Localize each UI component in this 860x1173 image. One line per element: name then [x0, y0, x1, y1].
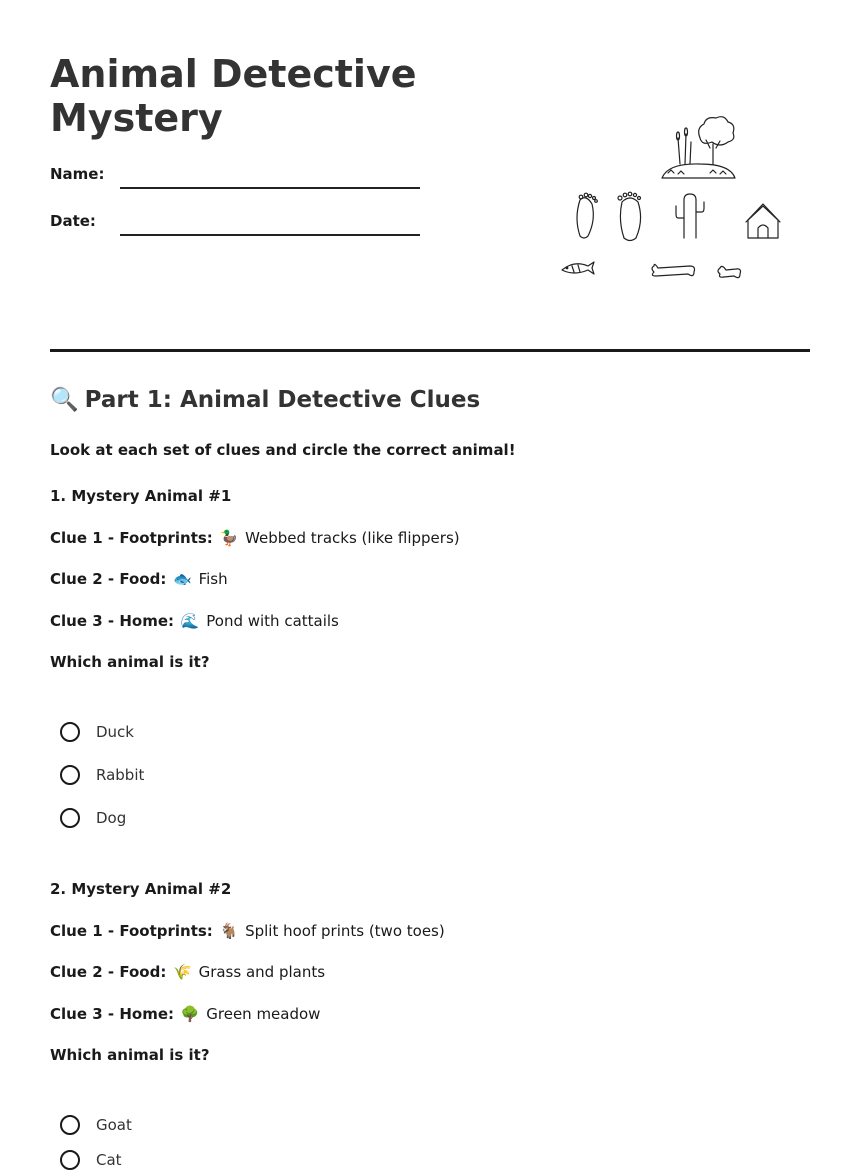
cactus-icon	[676, 194, 704, 238]
option-goat[interactable]: Goat	[60, 1112, 132, 1138]
magnifier-icon: 🔍	[50, 387, 79, 413]
section-title-text: Part 1: Animal Detective Clues	[84, 387, 481, 413]
section-title	[50, 386, 480, 413]
clue-footprints: Clue 1 - Footprints: 🐐 Split hoof prints (two toes)	[50, 922, 445, 940]
instructions: Look at each set of clues and circle the correct animal!	[50, 441, 516, 459]
question-prompt: Which animal is it?	[50, 653, 210, 671]
bone-icon	[718, 266, 741, 277]
radio-button[interactable]	[60, 1150, 80, 1170]
radio-button[interactable]	[60, 808, 80, 828]
option-rabbit[interactable]: Rabbit	[60, 762, 144, 788]
fish-icon: 🐟	[173, 570, 192, 588]
radio-button[interactable]	[60, 765, 80, 785]
clue-food: Clue 2 - Food: 🐟 Fish	[50, 570, 228, 588]
fish-icon	[562, 262, 594, 274]
goat-icon: 🐐	[219, 922, 239, 940]
duck-icon: 🦆	[219, 529, 239, 547]
grain-icon: 🌾	[173, 963, 192, 981]
option-duck[interactable]: Duck	[60, 719, 134, 745]
tree-icon: 🌳	[180, 1005, 200, 1023]
radio-button[interactable]	[60, 722, 80, 742]
worksheet-title: Animal Detective Mystery	[50, 52, 417, 140]
bone-icon	[652, 264, 695, 276]
footprint-icon	[577, 193, 597, 238]
question-prompt: Which animal is it?	[50, 1046, 210, 1064]
option-cat[interactable]: Cat	[60, 1147, 122, 1173]
meadow-tree-icon	[662, 117, 735, 178]
radio-button[interactable]	[60, 1115, 80, 1135]
clue-food: Clue 2 - Food: 🌾 Grass and plants	[50, 963, 326, 981]
footprint-icon	[618, 192, 641, 240]
clue-home: Clue 3 - Home: 🌳 Green meadow	[50, 1005, 321, 1023]
question-heading: 1. Mystery Animal #1	[50, 487, 232, 505]
clue-home: Clue 3 - Home: 🌊 Pond with cattails	[50, 612, 339, 630]
date-field[interactable]	[120, 234, 420, 236]
animal-clues-illustration	[550, 108, 810, 288]
question-heading: 2. Mystery Animal #2	[50, 880, 232, 898]
wave-icon: 🌊	[180, 612, 200, 630]
clue-footprints: Clue 1 - Footprints: 🦆 Webbed tracks (like flippers)	[50, 529, 460, 547]
name-label: Name:	[50, 165, 105, 183]
date-label: Date:	[50, 212, 96, 230]
option-dog[interactable]: Dog	[60, 805, 126, 831]
name-field[interactable]	[120, 187, 420, 189]
section-divider	[50, 349, 810, 352]
doghouse-icon	[746, 204, 780, 238]
